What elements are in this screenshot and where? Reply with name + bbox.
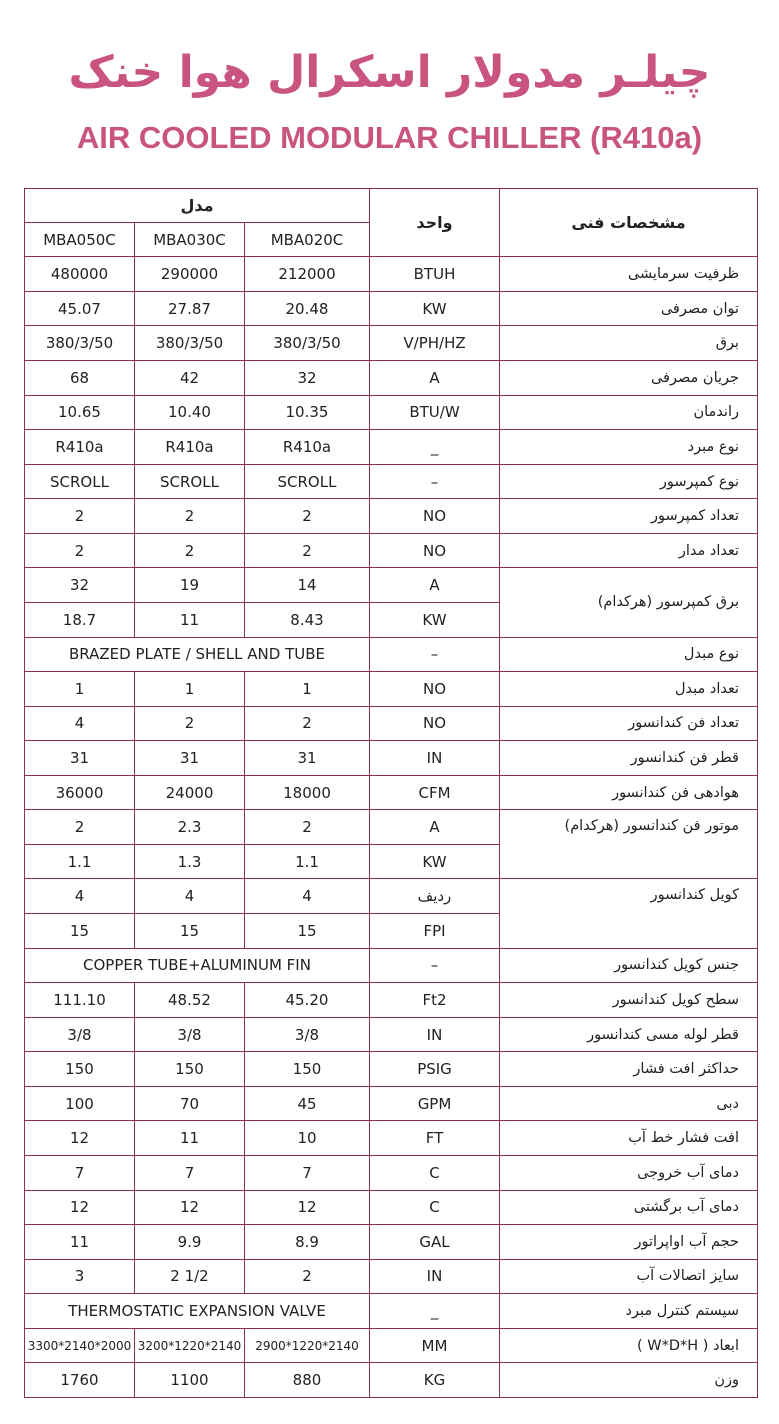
value-cell: 4 xyxy=(25,879,135,914)
unit-cell: FT xyxy=(370,1121,500,1156)
merged-value-cell: BRAZED PLATE / SHELL AND TUBE xyxy=(25,637,370,672)
unit-cell: KG xyxy=(370,1363,500,1398)
spec-label-cell: جریان مصرفی xyxy=(500,361,758,396)
spec-label-cell: برق xyxy=(500,326,758,361)
spec-label-cell: تعداد مبدل xyxy=(500,672,758,707)
value-cell: 2 xyxy=(245,1259,370,1294)
value-cell: 3/8 xyxy=(135,1017,245,1052)
value-cell: 70 xyxy=(135,1086,245,1121)
unit-cell: GPM xyxy=(370,1086,500,1121)
value-cell: 2 xyxy=(245,499,370,534)
value-cell: 20.48 xyxy=(245,291,370,326)
unit-cell: NO xyxy=(370,706,500,741)
spec-label-cell: هوادهی فن کندانسور xyxy=(500,775,758,810)
value-cell: 1 xyxy=(135,672,245,707)
value-cell: 31 xyxy=(245,741,370,776)
value-cell: 3/8 xyxy=(245,1017,370,1052)
value-cell: 3300*2140*2000 xyxy=(25,1328,135,1363)
table-row xyxy=(25,1155,758,1190)
value-cell: 2 xyxy=(25,810,135,845)
value-cell: 45 xyxy=(245,1086,370,1121)
merged-value-cell: THERMOSTATIC EXPANSION VALVE xyxy=(25,1294,370,1329)
value-cell: 10.35 xyxy=(245,395,370,430)
merged-value-cell: COPPER TUBE+ALUMINUM FIN xyxy=(25,948,370,983)
table-row xyxy=(25,672,758,707)
value-cell: 150 xyxy=(245,1052,370,1087)
table-row xyxy=(25,257,758,292)
value-cell: 11 xyxy=(135,602,245,637)
spec-label-cell: نوع کمپرسور xyxy=(500,464,758,499)
value-cell: 2 xyxy=(245,706,370,741)
table-row xyxy=(25,706,758,741)
value-cell: 111.10 xyxy=(25,983,135,1018)
value-cell: 4 xyxy=(245,879,370,914)
value-cell: 7 xyxy=(245,1155,370,1190)
value-cell: 2 xyxy=(245,533,370,568)
spec-label-cell: نوع مبرد xyxy=(500,430,758,465)
value-cell: 19 xyxy=(135,568,245,603)
value-cell: 3/8 xyxy=(25,1017,135,1052)
value-cell: 42 xyxy=(135,361,245,396)
value-cell: 7 xyxy=(25,1155,135,1190)
table-row xyxy=(25,533,758,568)
value-cell: 2 xyxy=(135,706,245,741)
unit-cell: A xyxy=(370,810,500,845)
table-row xyxy=(25,326,758,361)
value-cell: R410a xyxy=(25,430,135,465)
value-cell: 7 xyxy=(135,1155,245,1190)
table-row xyxy=(25,1225,758,1260)
unit-cell: A xyxy=(370,568,500,603)
value-cell: 45.20 xyxy=(245,983,370,1018)
unit-cell: NO xyxy=(370,672,500,707)
value-cell: 10.40 xyxy=(135,395,245,430)
value-cell: 24000 xyxy=(135,775,245,810)
model-header: MBA020C xyxy=(245,223,370,257)
value-cell: 1760 xyxy=(25,1363,135,1398)
table-row xyxy=(25,1363,758,1398)
unit-cell: IN xyxy=(370,1259,500,1294)
unit-cell: GAL xyxy=(370,1225,500,1260)
table-row xyxy=(25,637,758,672)
value-cell: 15 xyxy=(245,914,370,949)
value-cell: 31 xyxy=(135,741,245,776)
table-row xyxy=(25,430,758,465)
value-cell: 68 xyxy=(25,361,135,396)
table-row xyxy=(25,499,758,534)
unit-cell: _ xyxy=(370,430,500,465)
unit-header: واحد xyxy=(370,189,500,257)
model-header: MBA030C xyxy=(135,223,245,257)
table-row xyxy=(25,775,758,810)
table-row xyxy=(25,568,758,603)
value-cell: 9.9 xyxy=(135,1225,245,1260)
value-cell: 150 xyxy=(135,1052,245,1087)
value-cell: 2 xyxy=(245,810,370,845)
spec-label-cell: راندمان xyxy=(500,395,758,430)
value-cell: 480000 xyxy=(25,257,135,292)
table-row xyxy=(25,1121,758,1156)
value-cell: 4 xyxy=(135,879,245,914)
spec-label-cell: دبی xyxy=(500,1086,758,1121)
table-row xyxy=(25,948,758,983)
value-cell: 2 xyxy=(135,499,245,534)
value-cell: 1100 xyxy=(135,1363,245,1398)
value-cell: 15 xyxy=(135,914,245,949)
value-cell: 2 xyxy=(135,533,245,568)
value-cell: 150 xyxy=(25,1052,135,1087)
spec-label-cell: ابعاد ( W*D*H ) xyxy=(500,1328,758,1363)
unit-cell: _ xyxy=(370,1294,500,1329)
unit-cell: – xyxy=(370,637,500,672)
value-cell: 1.1 xyxy=(245,844,370,879)
value-cell: 12 xyxy=(25,1121,135,1156)
value-cell: 290000 xyxy=(135,257,245,292)
value-cell: 18000 xyxy=(245,775,370,810)
model-group-header: مدل xyxy=(25,189,370,223)
value-cell: 100 xyxy=(25,1086,135,1121)
value-cell: SCROLL xyxy=(245,464,370,499)
value-cell: 2 1/2 xyxy=(135,1259,245,1294)
unit-cell: CFM xyxy=(370,775,500,810)
spec-label-cell: توان مصرفی xyxy=(500,291,758,326)
value-cell: 8.43 xyxy=(245,602,370,637)
value-cell: 45.07 xyxy=(25,291,135,326)
spec-label-cell: حداکثر افت فشار xyxy=(500,1052,758,1087)
value-cell: 3 xyxy=(25,1259,135,1294)
unit-cell: A xyxy=(370,361,500,396)
spec-label-cell: تعداد فن کندانسور xyxy=(500,706,758,741)
table-row xyxy=(25,464,758,499)
table-row xyxy=(25,810,758,845)
value-cell: SCROLL xyxy=(135,464,245,499)
unit-cell: KW xyxy=(370,844,500,879)
table-row xyxy=(25,1086,758,1121)
value-cell: SCROLL xyxy=(25,464,135,499)
unit-cell: BTUH xyxy=(370,257,500,292)
table-row xyxy=(25,741,758,776)
spec-label-cell: حجم آب اواپراتور xyxy=(500,1225,758,1260)
value-cell: 2 xyxy=(25,533,135,568)
spec-label-cell: دمای آب برگشتی xyxy=(500,1190,758,1225)
value-cell: 1 xyxy=(25,672,135,707)
spec-label-cell: سطح کویل کندانسور xyxy=(500,983,758,1018)
value-cell: 1.3 xyxy=(135,844,245,879)
unit-cell: C xyxy=(370,1190,500,1225)
value-cell: 12 xyxy=(245,1190,370,1225)
unit-cell: FPI xyxy=(370,914,500,949)
unit-cell: KW xyxy=(370,602,500,637)
spec-label-cell: ظرفیت سرمایشی xyxy=(500,257,758,292)
value-cell: 380/3/50 xyxy=(245,326,370,361)
table-row xyxy=(25,395,758,430)
unit-cell: PSIG xyxy=(370,1052,500,1087)
spec-label-cell: دمای آب خروجی xyxy=(500,1155,758,1190)
table-row xyxy=(25,1017,758,1052)
value-cell: R410a xyxy=(135,430,245,465)
unit-cell: IN xyxy=(370,741,500,776)
value-cell: 2 xyxy=(25,499,135,534)
table-row xyxy=(25,983,758,1018)
value-cell: 10 xyxy=(245,1121,370,1156)
unit-cell: MM xyxy=(370,1328,500,1363)
spec-label-cell: قطر فن کندانسور xyxy=(500,741,758,776)
value-cell: 12 xyxy=(135,1190,245,1225)
spec-label-cell: نوع مبدل xyxy=(500,637,758,672)
value-cell: 3200*1220*2140 xyxy=(135,1328,245,1363)
value-cell: 11 xyxy=(25,1225,135,1260)
value-cell: 8.9 xyxy=(245,1225,370,1260)
page-title-persian: چیلـر مدولار اسکرال هوا خنک xyxy=(68,47,711,98)
spec-label-cell: موتور فن کندانسور (هرکدام) xyxy=(500,810,758,879)
value-cell: 27.87 xyxy=(135,291,245,326)
spec-label-cell: افت فشار خط آب xyxy=(500,1121,758,1156)
value-cell: 212000 xyxy=(245,257,370,292)
spec-label-cell: کویل کندانسور xyxy=(500,879,758,948)
value-cell: 880 xyxy=(245,1363,370,1398)
table-row xyxy=(25,361,758,396)
unit-cell: NO xyxy=(370,499,500,534)
spec-header: مشخصات فنی xyxy=(500,189,758,257)
spec-label-cell: قطر لوله مسی کندانسور xyxy=(500,1017,758,1052)
value-cell: 1.1 xyxy=(25,844,135,879)
spec-label-cell: سیستم کنترل مبرد xyxy=(500,1294,758,1329)
unit-cell: V/PH/HZ xyxy=(370,326,500,361)
table-row xyxy=(25,1294,758,1329)
value-cell: 10.65 xyxy=(25,395,135,430)
value-cell: 48.52 xyxy=(135,983,245,1018)
unit-cell: IN xyxy=(370,1017,500,1052)
spec-table xyxy=(24,188,758,1398)
value-cell: 32 xyxy=(25,568,135,603)
spec-label-cell: جنس کویل کندانسور xyxy=(500,948,758,983)
unit-cell: ردیف xyxy=(370,879,500,914)
table-row xyxy=(25,1259,758,1294)
value-cell: 1 xyxy=(245,672,370,707)
model-header: MBA050C xyxy=(25,223,135,257)
value-cell: 18.7 xyxy=(25,602,135,637)
value-cell: 12 xyxy=(25,1190,135,1225)
spec-label-cell: وزن xyxy=(500,1363,758,1398)
value-cell: 15 xyxy=(25,914,135,949)
unit-cell: NO xyxy=(370,533,500,568)
table-row xyxy=(25,291,758,326)
value-cell: 36000 xyxy=(25,775,135,810)
unit-cell: C xyxy=(370,1155,500,1190)
value-cell: 31 xyxy=(25,741,135,776)
table-row xyxy=(25,1052,758,1087)
spec-label-cell: سایز اتصالات آب xyxy=(500,1259,758,1294)
unit-cell: Ft2 xyxy=(370,983,500,1018)
table-row xyxy=(25,1328,758,1363)
unit-cell: BTU/W xyxy=(370,395,500,430)
unit-cell: – xyxy=(370,948,500,983)
page-title-english: AIR COOLED MODULAR CHILLER (R410a) xyxy=(76,120,703,155)
spec-label-cell: تعداد کمپرسور xyxy=(500,499,758,534)
unit-cell: KW xyxy=(370,291,500,326)
spec-label-cell: برق کمپرسور (هرکدام) xyxy=(500,568,758,637)
value-cell: 380/3/50 xyxy=(25,326,135,361)
value-cell: 2900*1220*2140 xyxy=(245,1328,370,1363)
table-row xyxy=(25,1190,758,1225)
value-cell: 380/3/50 xyxy=(135,326,245,361)
table-row xyxy=(25,879,758,914)
spec-label-cell: تعداد مدار xyxy=(500,533,758,568)
value-cell: 2.3 xyxy=(135,810,245,845)
value-cell: 11 xyxy=(135,1121,245,1156)
value-cell: R410a xyxy=(245,430,370,465)
value-cell: 32 xyxy=(245,361,370,396)
value-cell: 4 xyxy=(25,706,135,741)
value-cell: 14 xyxy=(245,568,370,603)
unit-cell: – xyxy=(370,464,500,499)
